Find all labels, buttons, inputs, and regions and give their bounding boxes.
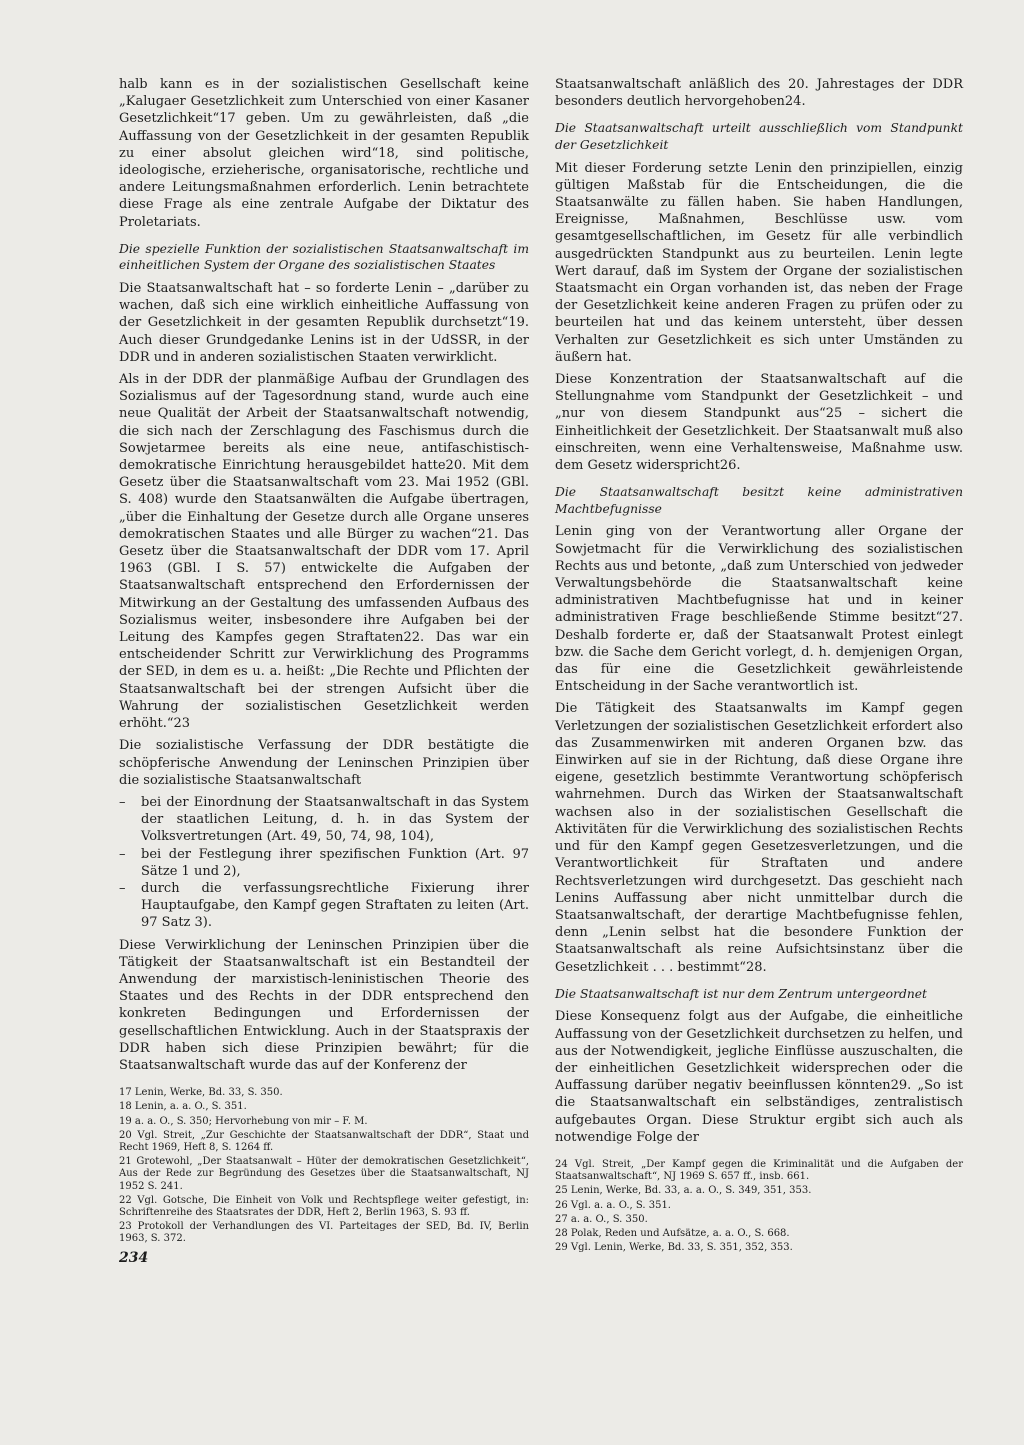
paragraph: Staatsanwaltschaft anläßlich des 20. Jahrestages der DDR besonders deutlich hervorgehoben24. xyxy=(555,77,963,110)
paragraph: halb kann es in der sozialistischen Gesellschaft keine „Kalugaer Gesetzlichkeit zum Unterschied von einer Kasaner Gesetzlichkeit“17 geben. Um zu gewährleisten, daß „die Auffassung von der Gesetzlichkeit in der gesamten Republik zu einer absolut gleichen wird“18, sind politische, ideologische, erzieherische, organisatorische, rechtliche und andere Leitungsmaßnahmen erforderlich. Lenin betrachtete diese Frage als eine zentrale Aufgabe der Diktatur des Proletariats. xyxy=(119,77,529,230)
paragraph: Die sozialistische Verfassung der DDR bestätigte die schöpferische Anwendung der Leninschen Prinzipien über die sozialistische Staatsanwaltschaft xyxy=(119,738,529,788)
footnotes xyxy=(119,1087,529,1245)
left-column xyxy=(119,76,529,1246)
paragraph: Diese Verwirklichung der Leninschen Prinzipien über die Tätigkeit der Staatsanwaltschaft ist ein Bestandteil der Anwendung der marxistisch-leninistischen Theorie des Staates und des Rechts in der DDR entsprechend den konkreten Bedingungen und Erfordernissen der gesellschaftlichen Entwicklung. Auch in der Staatspraxis der DDR haben sich diese Prinzipien bewährt; für die Staatsanwaltschaft wurde das auf der Konferenz der xyxy=(119,937,529,1073)
footnotes xyxy=(555,1159,963,1254)
footnote: 19 a. a. O., S. 350; Hervorhebung von mir – F. M. xyxy=(119,1115,368,1127)
footnote: 22 Vgl. Gotsche, Die Einheit von Volk und Rechtspflege weiter gefestigt, in: Schriftenreihe des Staatsrates der DDR, Heft 2, Berlin 1963, S. 93 ff. xyxy=(119,1194,529,1218)
footnote: 28 Polak, Reden und Aufsätze, a. a. O., S. 668. xyxy=(555,1227,790,1239)
footnote: 21 Grotewohl, „Der Staatsanwalt – Hüter der demokratischen Gesetzlichkeit“, Aus der Rede zur Begründung des Gesetzes über die Staatsanwaltschaft, NJ 1952 S. 241. xyxy=(119,1156,529,1192)
paragraph: Mit dieser Forderung setzte Lenin den prinzipiellen, einzig gültigen Maßstab für die Entscheidungen, die die Staatsanwälte zu fällen haben. Sie haben Handlungen, Ereignisse, Maßnahmen, Beschlüsse usw. vom gesamtgesellschaftlichen, im Gesetz für alle verbindlich ausgedrückten Standpunkt aus zu beurteilen. Lenin legte Wert darauf, daß im System der Organe der sozialistischen Staatsmacht ein Organ vorhanden ist, das neben der Frage der Gesetzlichkeit keine anderen Fragen zu prüfen oder zu beurteilen hat und das keinem untersteht, über dessen Verhalten zur Gesetzlichkeit es sich unter Umständen zu äußern hat. xyxy=(555,160,963,365)
paragraph: Diese Konzentration der Staatsanwaltschaft auf die Stellungnahme vom Standpunkt der Gesetzlichkeit – und „nur von diesem Standpunkt aus“25 – sichert die Einheitlichkeit der Gesetzlichkeit. Der Staatsanwalt muß also einschreiten, wenn eine Verhaltensweise, Maßnahme usw. dem Gesetz widerspricht26. xyxy=(555,372,963,474)
paragraph: Die Staatsanwaltschaft hat – so forderte Lenin – „darüber zu wachen, daß sich eine wirklich einheitliche Auffassung von der Gesetzlichkeit in der gesamten Republik durchsetzt“19. Auch dieser Grundgedanke Lenins ist in der UdSSR, in der DDR und in anderen sozialistischen Staaten verwirklicht. xyxy=(119,281,529,365)
list-item: – bei der Festlegung ihrer spezifischen Funktion (Art. 97 Sätze 1 und 2), xyxy=(119,846,529,880)
section-heading: Die Staatsanwaltschaft urteilt ausschließlich vom Standpunkt der Gesetzlichkeit xyxy=(555,121,963,152)
right-column xyxy=(555,76,963,1254)
footnote: 29 Vgl. Lenin, Werke, Bd. 33, S. 351, 352, 353. xyxy=(555,1242,793,1254)
page-number: 234 xyxy=(119,1250,149,1266)
dash-list xyxy=(119,794,529,932)
section-heading: Die Staatsanwaltschaft besitzt keine administrativen Machtbefugnisse xyxy=(555,485,963,516)
footnote: 23 Protokoll der Verhandlungen des VI. Parteitages der SED, Bd. IV, Berlin 1963, S. 372. xyxy=(119,1221,529,1245)
section-heading: Die Staatsanwaltschaft ist nur dem Zentrum untergeordnet xyxy=(555,986,927,1001)
footnote: 27 a. a. O., S. 350. xyxy=(555,1213,648,1225)
paragraph: Lenin ging von der Verantwortung aller Organe der Sowjetmacht für die Verwirklichung des sozialistischen Rechts aus und betonte, „daß zum Unterschied von jedweder Verwaltungsbehörde die Staatsanwaltschaft keine administrativen Machtbefugnisse hat und in keiner administrativen Frage beschließende Stimme besitzt“27. Deshalb forderte er, daß der Staatsanwalt Protest einlegt bzw. die Sache dem Gericht vorlegt, d. h. demjenigen Organ, das für eine die Gesetzlichkeit gewährleistende Entscheidung in der Sache verantwortlich ist. xyxy=(555,524,963,695)
footnote: 25 Lenin, Werke, Bd. 33, a. a. O., S. 349, 351, 353. xyxy=(555,1185,812,1197)
paragraph: Die Tätigkeit des Staatsanwalts im Kampf gegen Verletzungen der sozialistischen Gesetzlichkeit erfordert also das Zusammenwirken mit anderen Organen bzw. das Einwirken auf sie in der Richtung, daß diese Organe ihre eigene, gesetzlich bestimmte Verantwortung schöpferisch wahrnehmen. Durch das Wirken der Staatsanwaltschaft wachsen also in der sozialistischen Gesellschaft die Aktivitäten für die Verwirklichung des sozialistischen Rechts und für den Kampf gegen Gesetzesverletzungen, und die Verantwortlichkeit für Straftaten und andere Rechtsverletzungen wird durchgesetzt. Das geschieht nach Lenins Auffassung aber nicht unmittelbar durch die Staatsanwaltschaft, der derartige Machtbefugnisse fehlen, denn „Lenin selbst hat die besondere Funktion der Staatsanwaltschaft als reine Aufsichtsinstanz über die Gesetzlichkeit . . . bestimmt“28. xyxy=(555,701,963,975)
list-item: – bei der Einordnung der Staatsanwaltschaft in das System der staatlichen Leitung, d. h. in das System der Volksvertretungen (Art. 49, 50, 74, 98, 104), xyxy=(119,794,529,846)
footnote: 26 Vgl. a. a. O., S. 351. xyxy=(555,1199,671,1211)
list-item: – durch die verfassungsrechtliche Fixierung ihrer Hauptaufgabe, den Kampf gegen Straftaten zu leiten (Art. 97 Satz 3). xyxy=(119,880,529,932)
paragraph: Als in der DDR der planmäßige Aufbau der Grundlagen des Sozialismus auf der Tagesordnung stand, wurde auch eine neue Qualität der Arbeit der Staatsanwaltschaft notwendig, die sich nach der Zerschlagung des Faschismus durch die Sowjetarmee bereits als eine neue, antifaschistisch-demokratische Einrichtung herausgebildet hatte20. Mit dem Gesetz über die Staatsanwaltschaft vom 23. Mai 1952 (GBl. S. 408) wurde den Staatsanwälten die Aufgabe übertragen, „über die Einhaltung der Gesetze durch alle Organe unseres demokratischen Staates und alle Bürger zu wachen“21. Das Gesetz über die Staatsanwaltschaft der DDR vom 17. April 1963 (GBl. I S. 57) entwickelte die Aufgaben der Staatsanwaltschaft entsprechend den Erfordernissen der Mitwirkung an der Gestaltung des umfassenden Aufbaus des Sozialismus weiter, insbesondere ihre Aufgaben bei der Leitung des Kampfes gegen Straftaten22. Das war ein entscheidender Schritt zur Verwirklichung des Programms der SED, in dem es u. a. heißt: „Die Rechte und Pflichten der Staatsanwaltschaft bei der strengen Aufsicht über die Wahrung der sozialistischen Gesetzlichkeit werden erhöht.“23 xyxy=(119,372,529,732)
footnote: 18 Lenin, a. a. O., S. 351. xyxy=(119,1101,247,1113)
footnote: 17 Lenin, Werke, Bd. 33, S. 350. xyxy=(119,1087,283,1099)
footnote: 24 Vgl. Streit, „Der Kampf gegen die Kriminalität und die Aufgaben der Staatsanwaltschaft“, NJ 1969 S. 657 ff., insb. 661. xyxy=(555,1158,963,1183)
section-heading: Die spezielle Funktion der sozialistischen Staatsanwaltschaft im einheitlichen System der Organe des sozialistischen Staates xyxy=(119,241,529,273)
paragraph: Diese Konsequenz folgt aus der Aufgabe, die einheitliche Auffassung von der Gesetzlichkeit durchsetzen zu helfen, und aus der Notwendigkeit, jegliche Einflüsse auszuschalten, die der einheitlichen Gesetzlichkeit widersprechen oder die Auffassung darüber negativ beeinflussen könnten29. „So ist die Staatsanwaltschaft ein selbständiges, zentralistisch aufgebautes Organ. Diese Struktur ergibt sich auch als notwendige Folge der xyxy=(555,1009,963,1145)
footnote: 20 Vgl. Streit, „Zur Geschichte der Staatsanwaltschaft der DDR“, Staat und Recht 1969, Heft 8, S. 1264 ff. xyxy=(119,1129,529,1153)
